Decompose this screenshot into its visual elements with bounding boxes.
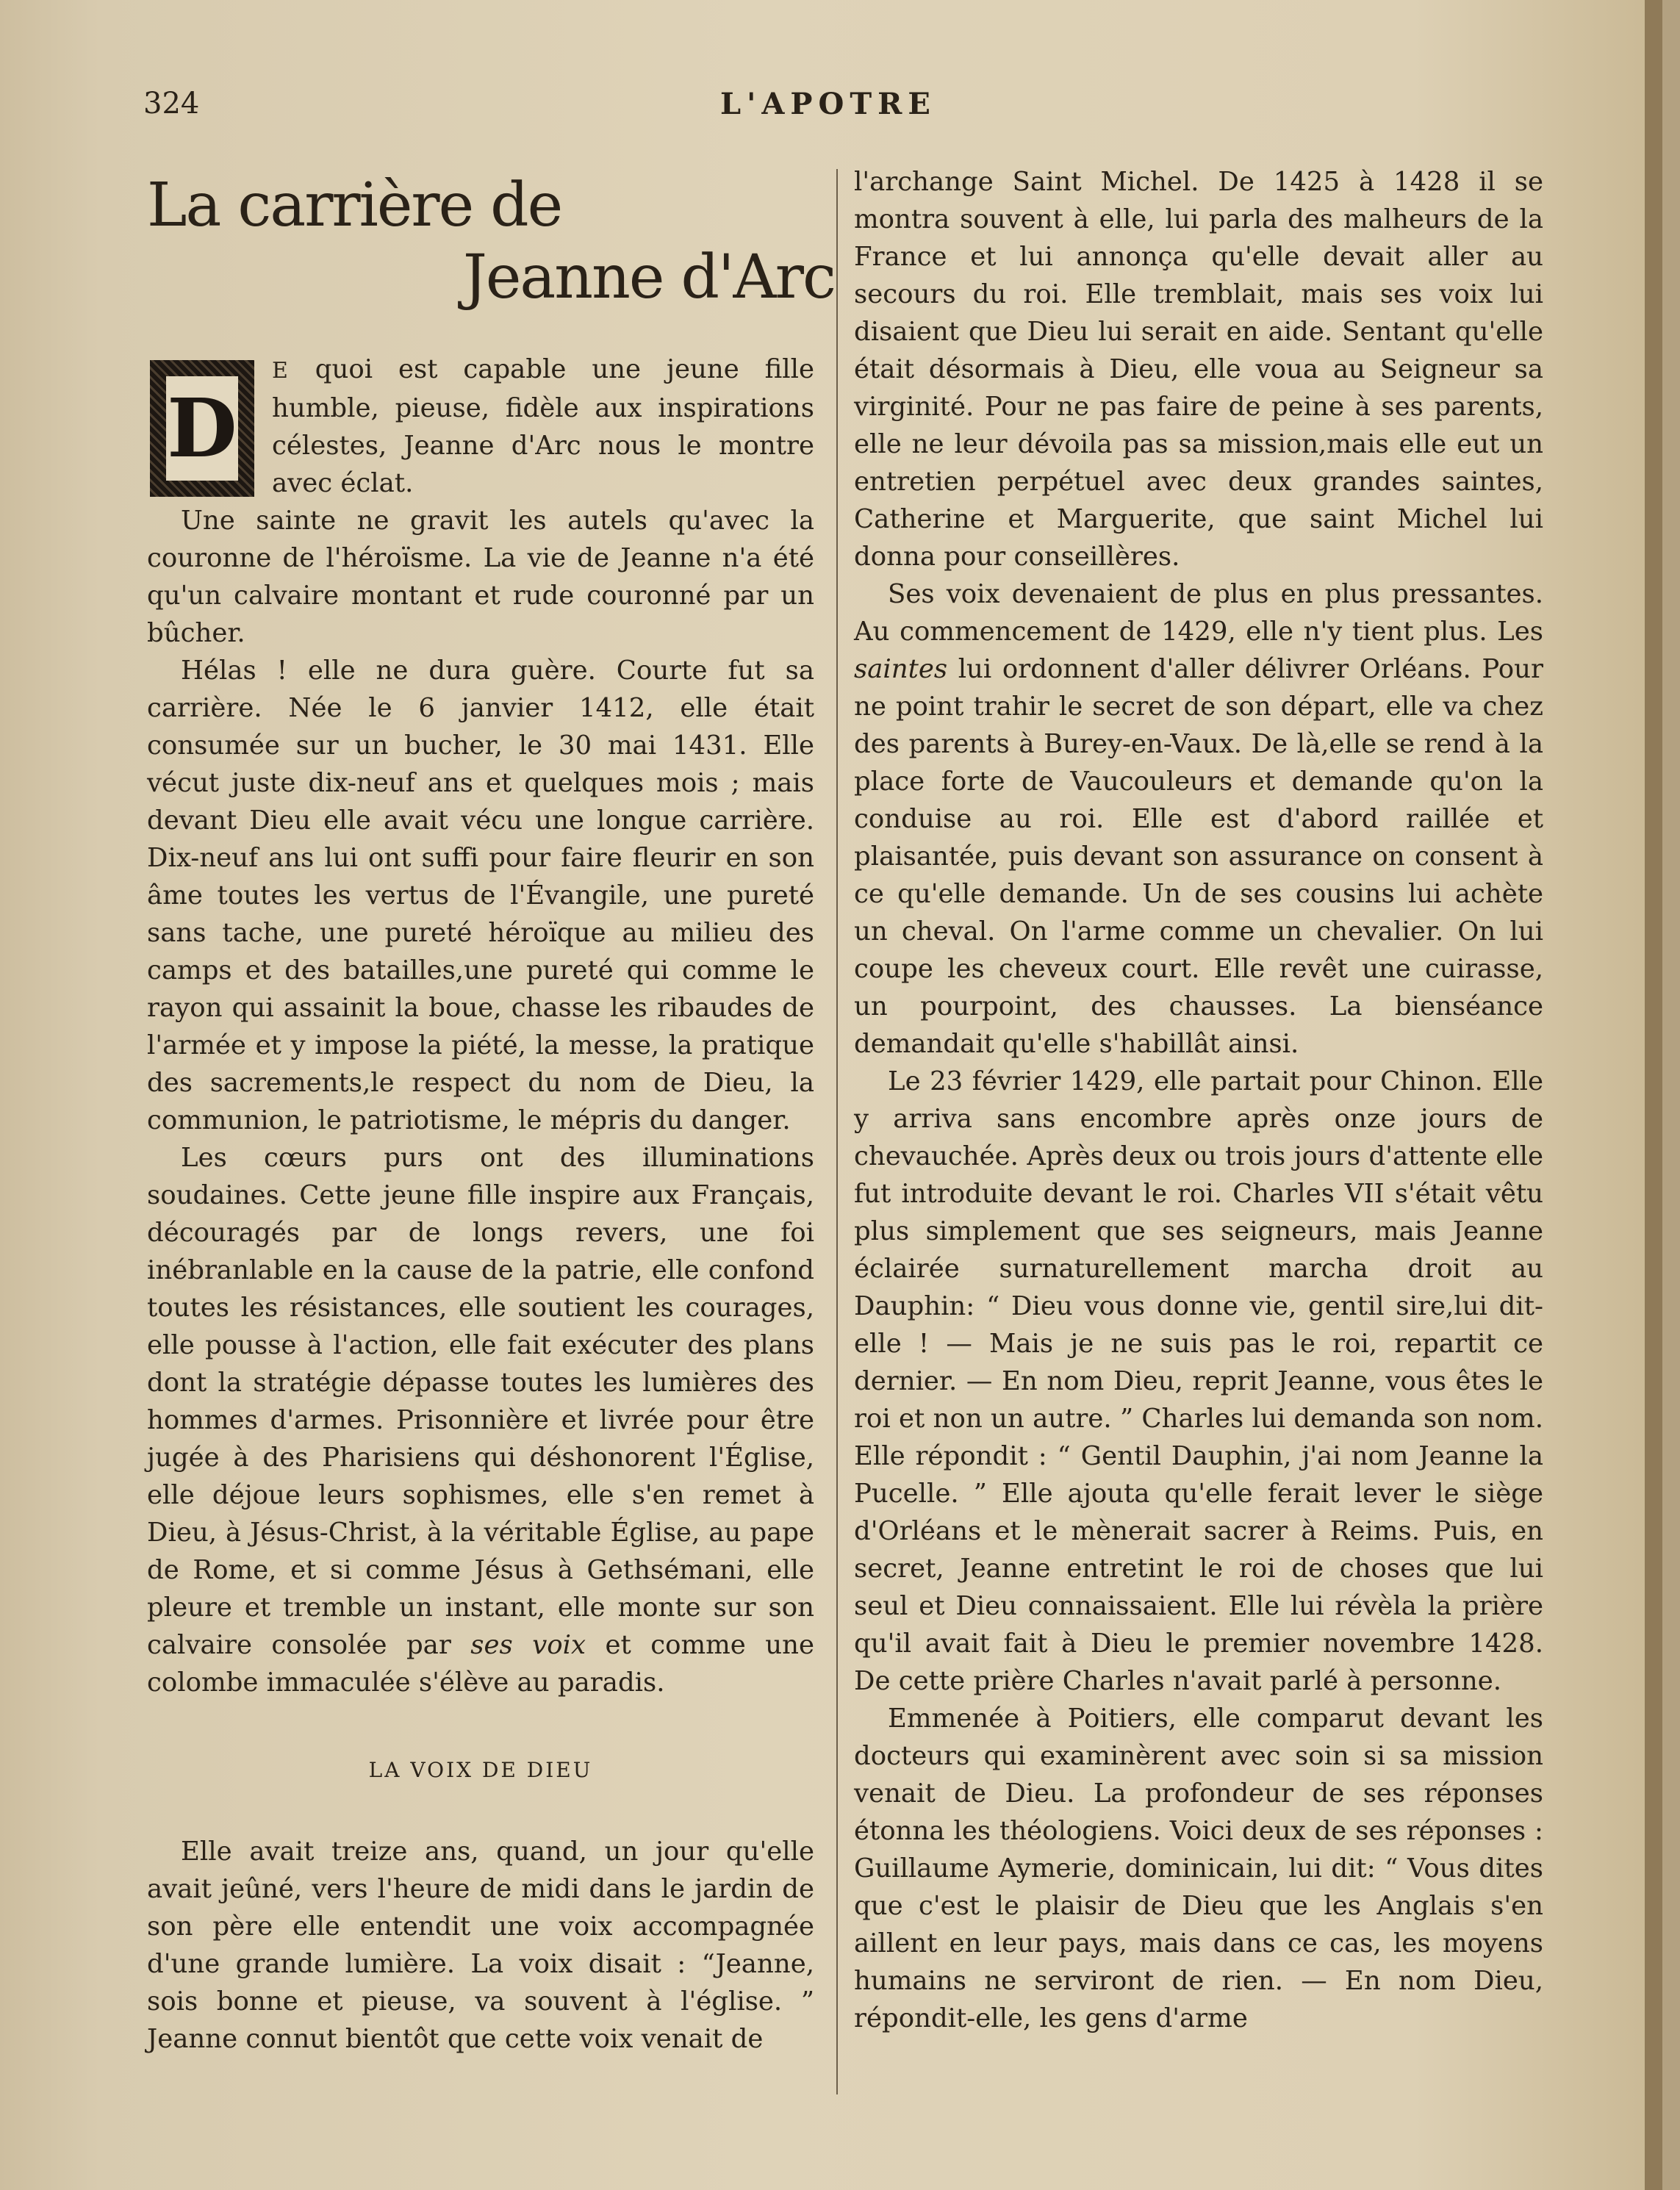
right-paragraph-4: Emmenée à Poitiers, elle comparut devant les docteurs qui examinèrent avec soin si sa mission venait de Dieu. La profondeur de ses réponses étonna les théologiens. Voici deux de ses réponses : Guillaume Aymerie, dominicain, lui dit: “ Vous dites que c'est le plaisir de Dieu que les Anglais s'en aillent en leur pays, mais dans ce cas, les moyens humains ne serviront de rien. — En nom Dieu, répondit-elle, les gens d'arme [854, 1703, 1543, 2033]
right-paragraph-1: l'archange Saint Michel. De 1425 à 1428 il se montra souvent à elle, lui parla des malheurs de la France et lui annonça qu'elle devait aller au secours du roi. Elle tremblait, mais ses voix lui disaient que Dieu lui serait en aide. Sentant qu'elle était désormais à Dieu, elle voua au Seigneur sa virginité. Pour ne pas faire de peine à ses parents, elle ne leur dévoila pas sa mission,mais elle eut un entretien perpétuel avec deux grandes saintes, Catherine et Marguerite, que saint Michel lui donna pour conseillères. [854, 167, 1543, 572]
paragraph-4: Elle avait treize ans, quand, un jour qu'elle avait jeûné, vers l'heure de midi dans le jardin de son père elle entendit une voix accompagnée d'une grande lumière. La voix disait : “Jeanne, sois bonne et pieuse, va souvent à l'église. ” Jeanne connut bientôt que cette voix venait de [147, 1837, 814, 2054]
intro-paragraph [147, 351, 814, 502]
left-column [147, 351, 814, 2058]
ornamental-dropcap-icon [150, 360, 254, 497]
paragraph-3-text-a: Les cœurs purs ont des illuminations soudaines. Cette jeune fille inspire aux Français, découragés par de longs revers, une foi inébranlable en la cause de la patrie, elle confond toutes les résistances, elle soutient les courages, elle pousse à l'action, elle fait exécuter des plans dont la stratégie dépasse toutes les lumières des hommes d'armes. Prisonnière et livrée pour être jugée à des Pharisiens qui déshonorent l'Église, elle déjoue leurs sophismes, elle s'en remet à Dieu, à Jésus-Christ, à la véritable Église, au pape de Rome, et si comme Jésus à Gethsémani, elle pleure et tremble un instant, elle monte sur son calvaire consolée par [147, 1143, 814, 1660]
page-number: 324 [143, 87, 200, 121]
paragraph-3 [147, 1139, 814, 1701]
intro-text: quoi est capable une jeune fille humble, pieuse, fidèle aux inspirations célestes, Jeanne d'Arc nous le montre avec éclat. [272, 354, 814, 498]
right-paragraph-2-text-b: lui ordonnent d'aller délivrer Orléans. Pour ne point trahir le secret de son départ, elle va chez des parents à Burey-en-Vaux. De là,elle se rend à la place forte de Vaucouleurs et demande qu'on la conduise au roi. Elle est d'abord raillée et plaisantée, puis devant son assurance on consent à ce qu'elle demande. Un de ses cousins lui achète un cheval. On l'arme comme un chevalier. On lui coupe les cheveux court. Elle revêt une cuirasse, un pourpoint, des chausses. La bienséance demandait qu'elle s'habillât ainsi. [854, 654, 1543, 1059]
article-title-line-1: La carrière de [147, 170, 562, 240]
right-paragraph-3: Le 23 février 1429, elle partait pour Chinon. Elle y arriva sans encombre après onze jours de chevauchée. Après deux ou trois jours d'attente elle fut introduite devant le roi. Charles VII s'était vêtu plus simplement que ses seigneurs, mais Jeanne éclairée surnaturellement marcha droit au Dauphin: “ Dieu vous donne vie, gentil sire,lui dit-elle ! — Mais je ne suis pas le roi, repartit ce dernier. — En nom Dieu, reprit Jeanne, vous êtes le roi et non un autre. ” Charles lui demanda son nom. Elle répondit : “ Gentil Dauphin, j'ai nom Jeanne la Pucelle. ” Elle ajouta qu'elle ferait lever le siège d'Orléans et le mènerait sacrer à Reims. Puis, en secret, Jeanne entretint le roi de choses que lui seul et Dieu connaissaient. Elle lui révèla la prière qu'il avait fait à Dieu le premier novembre 1428. De cette prière Charles n'avait parlé à personne. [854, 1066, 1543, 1696]
column-divider [836, 169, 838, 2094]
running-head: L'APOTRE [720, 87, 936, 121]
paragraph-3-emphasis: ses voix [470, 1630, 586, 1660]
section-heading: LA VOIX DE DIEU [368, 1758, 593, 1782]
right-paragraph-2-text-a: Ses voix devenaient de plus en plus pressantes. Au commencement de 1429, elle n'y tient plus. Les [854, 579, 1543, 647]
article-title-line-2: Jeanne d'Arc [463, 243, 835, 312]
paragraph-2: Hélas ! elle ne dura guère. Courte fut sa carrière. Née le 6 janvier 1412, elle était consumée sur un bucher, le 30 mai 1431. Elle vécut juste dix-neuf ans et quelques mois ; mais devant Dieu elle avait vécu une longue carrière. Dix-neuf ans lui ont suffi pour faire fleurir en son âme toutes les vertus de l'Évangile, une pureté sans tache, une pureté héroïque au milieu des camps et des batailles,une pureté qui comme le rayon qui assainit la boue, chasse les ribaudes de l'armée et y impose la piété, la messe, la pratique des sacrements,le respect du nom de Dieu, la communion, le patriotisme, le mépris du danger. [147, 656, 814, 1135]
right-paragraph-2-emphasis: saintes [854, 654, 948, 684]
right-paragraph-2 [854, 575, 1543, 1063]
paragraph-3-text-b: et comme une colombe immaculée s'élève au paradis. [147, 1630, 815, 1698]
dropcap-letter: D [166, 376, 238, 481]
first-word-rest: E [272, 358, 290, 384]
right-column [854, 163, 1543, 2037]
page-edge [1645, 0, 1662, 2190]
paragraph-1: Une sainte ne gravit les autels qu'avec la couronne de l'héroïsme. La vie de Jeanne n'a été qu'un calvaire montant et rude couronné par un bûcher. [147, 506, 814, 648]
